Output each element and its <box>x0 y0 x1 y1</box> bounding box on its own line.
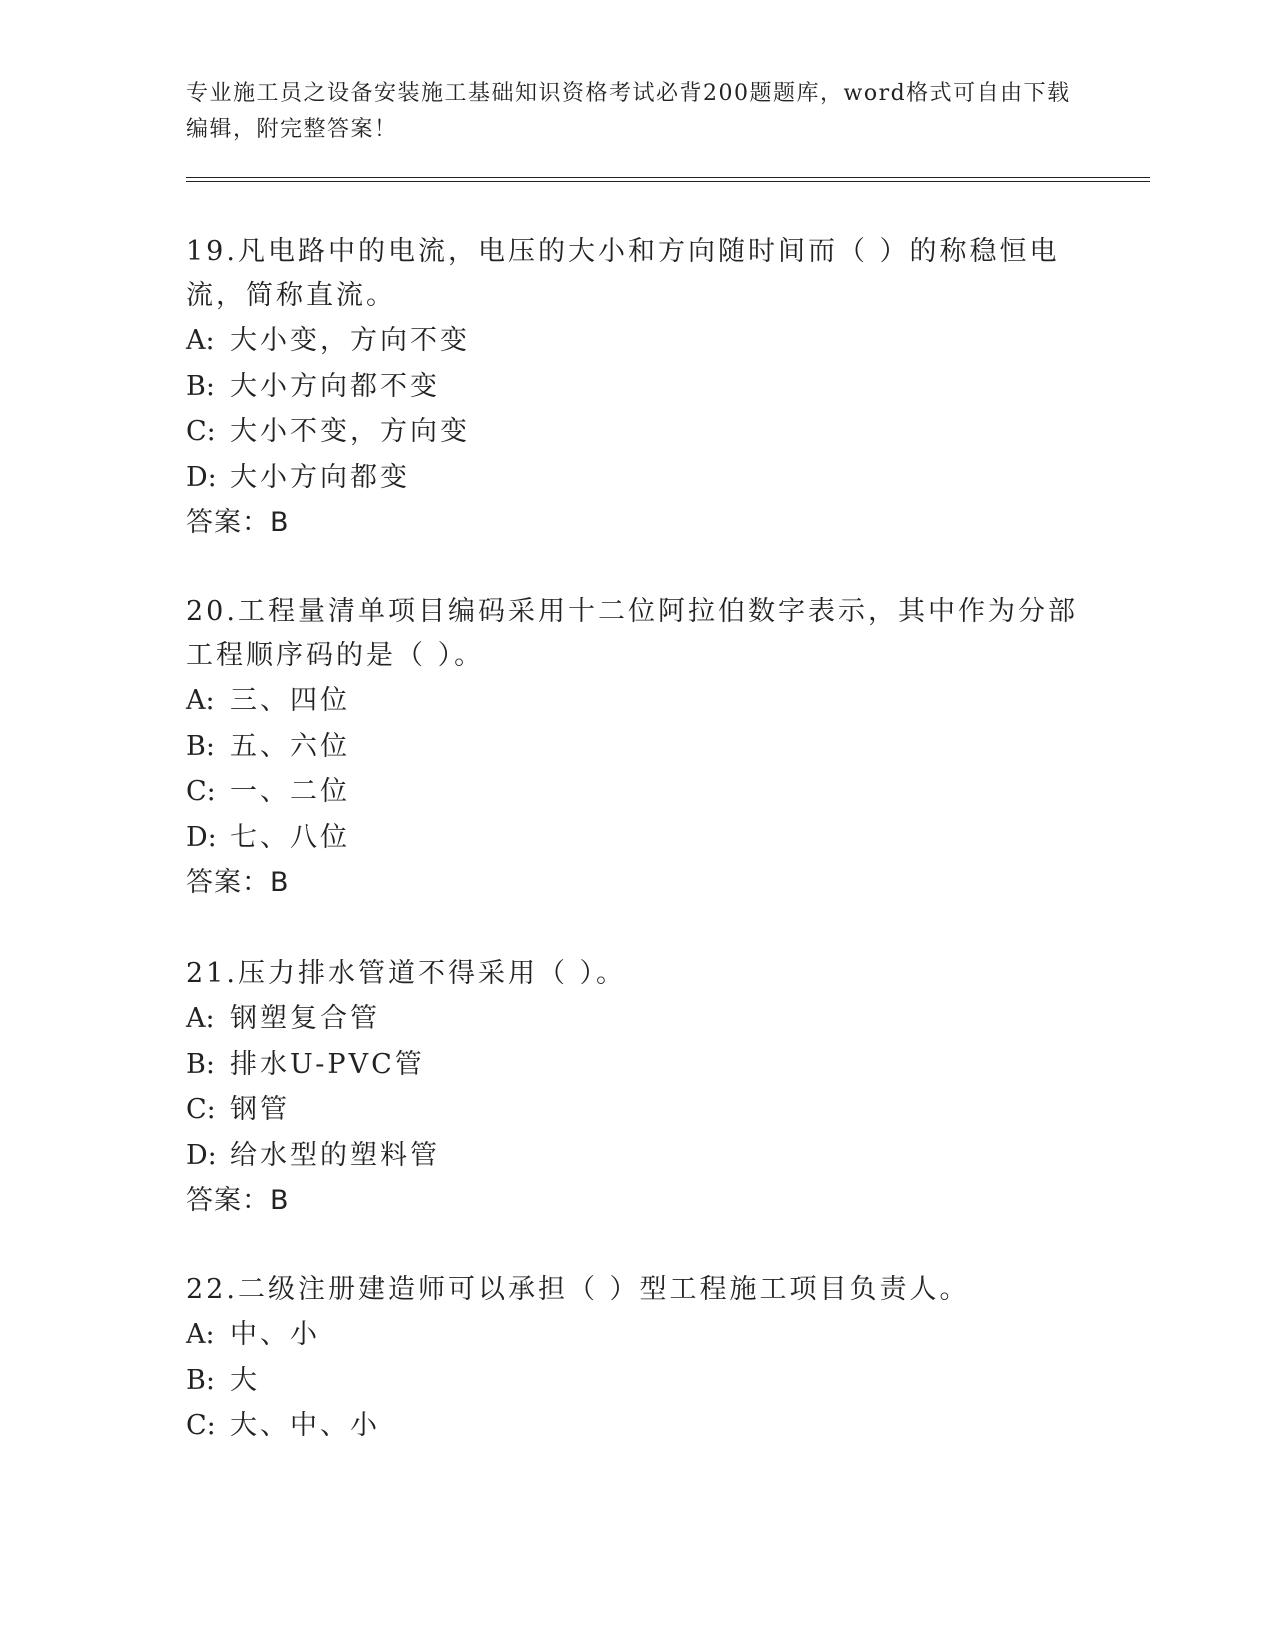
option-key: B: <box>186 1048 215 1080</box>
option-a <box>186 678 1086 724</box>
option-a <box>186 996 1086 1042</box>
option-text: 大 <box>230 1364 260 1396</box>
option-d <box>186 1133 1086 1179</box>
option-text: 五、六位 <box>230 730 350 762</box>
option-key: A: <box>186 685 215 716</box>
question-stem: 19.凡电路中的电流，电压的大小和方向随时间而（ ）的称稳恒电流，简称直流。 <box>186 236 1060 311</box>
option-text: 七、八位 <box>230 821 350 853</box>
option-b <box>186 724 1086 770</box>
header-divider-top <box>186 177 1150 178</box>
option-key: A: <box>186 325 215 356</box>
question-22 <box>186 1268 1086 1449</box>
option-key: A: <box>186 1319 215 1350</box>
option-key: C: <box>186 776 216 807</box>
question-20 <box>186 590 1086 906</box>
option-text: 钢塑复合管 <box>230 1003 380 1034</box>
option-text: 大小变，方向不变 <box>230 325 470 356</box>
option-key: A: <box>186 1003 215 1034</box>
question-stem: 21.压力排水管道不得采用（ ）。 <box>186 958 627 989</box>
option-text: 一、二位 <box>230 776 350 807</box>
option-c <box>186 1403 1086 1449</box>
option-d <box>186 815 1086 861</box>
answer-line: 答案：B <box>186 1185 290 1216</box>
document-header <box>186 76 1076 148</box>
option-text: 大、中、小 <box>230 1410 380 1441</box>
option-c <box>186 409 1086 455</box>
option-text: 三、四位 <box>230 685 350 716</box>
option-key: B: <box>186 370 215 402</box>
option-b <box>186 364 1086 410</box>
option-key: B: <box>186 730 215 762</box>
question-21 <box>186 952 1086 1224</box>
option-key: D: <box>186 461 217 493</box>
question-stem: 20.工程量清单项目编码采用十二位阿拉伯数字表示，其中作为分部工程顺序码的是（ ）。 <box>186 596 1078 671</box>
answer-line: 答案：B <box>186 507 290 538</box>
option-a <box>186 1312 1086 1358</box>
option-c <box>186 769 1086 815</box>
option-text: 排水U-PVC管 <box>230 1048 425 1080</box>
option-key: B: <box>186 1364 215 1396</box>
option-d <box>186 455 1086 501</box>
option-key: D: <box>186 821 217 853</box>
option-text: 中、小 <box>230 1319 320 1350</box>
question-stem: 22.二级注册建造师可以承担（ ）型工程施工项目负责人。 <box>186 1274 970 1305</box>
header-divider-bottom <box>186 181 1150 182</box>
option-key: C: <box>186 1410 216 1441</box>
option-text: 给水型的塑料管 <box>230 1139 440 1171</box>
option-text: 大小方向都变 <box>230 461 410 493</box>
answer-line: 答案：B <box>186 867 290 898</box>
option-key: C: <box>186 1094 216 1125</box>
option-c <box>186 1087 1086 1133</box>
option-key: C: <box>186 416 216 447</box>
option-b <box>186 1358 1086 1404</box>
option-key: D: <box>186 1139 217 1171</box>
question-19 <box>186 230 1086 546</box>
option-text: 大小不变，方向变 <box>230 416 470 447</box>
option-text: 钢管 <box>230 1094 290 1125</box>
option-b <box>186 1042 1086 1088</box>
document-title: 专业施工员之设备安装施工基础知识资格考试必背200题题库，word格式可自由下载编辑，附完整答案！ <box>186 81 1071 142</box>
option-a <box>186 318 1086 364</box>
option-text: 大小方向都不变 <box>230 370 440 402</box>
